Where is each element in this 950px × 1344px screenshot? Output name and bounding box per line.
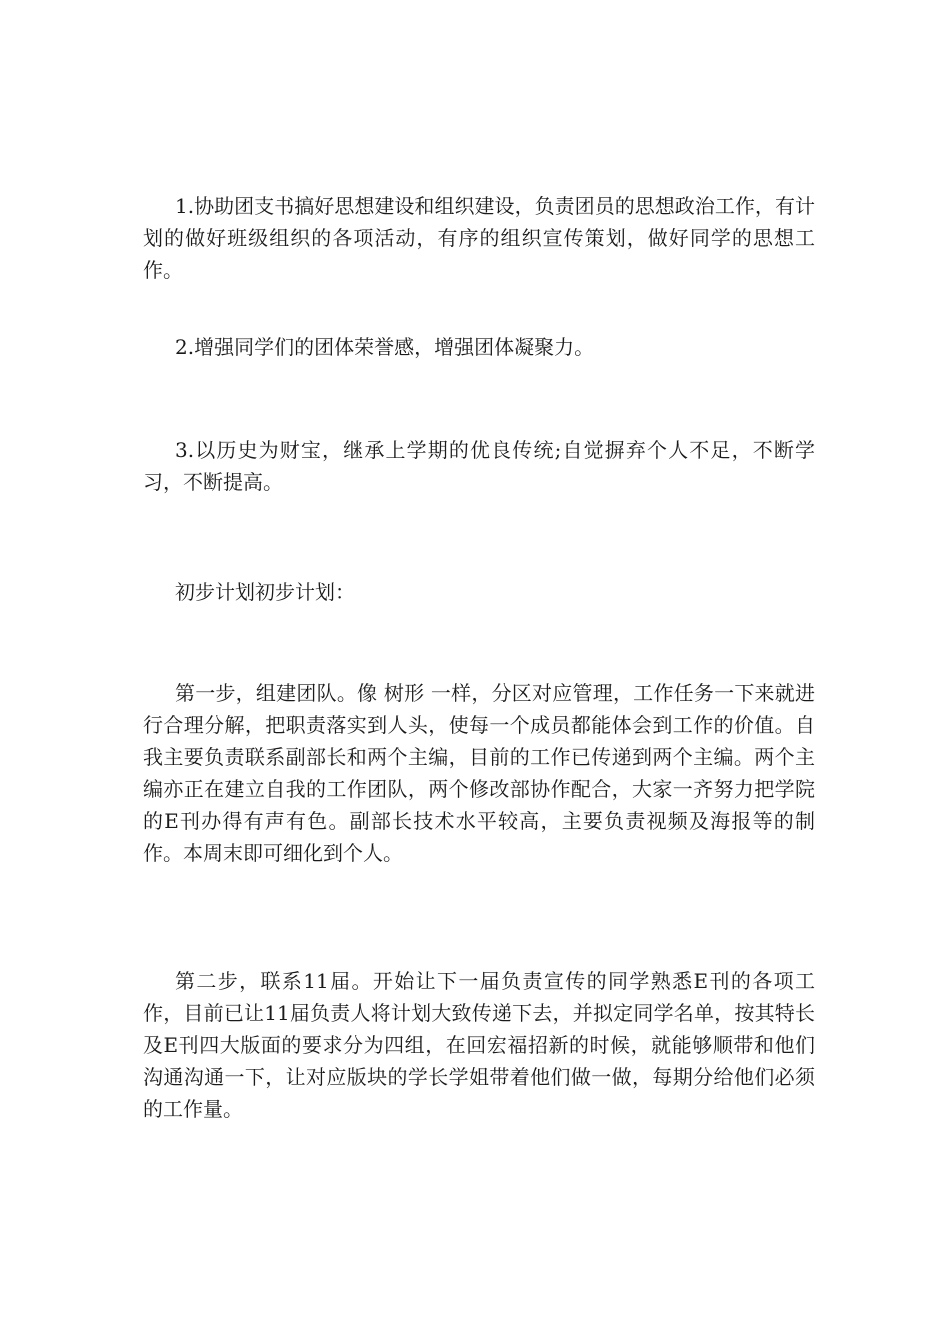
section-heading-plan: 初步计划初步计划：: [175, 580, 355, 604]
paragraph-duty-1: 1.协助团支书搞好思想建设和组织建设，负责团员的思想政治工作，有计划的做好班级组织的各项活动，有序的组织宣传策划，做好同学的思想工作。: [143, 194, 815, 282]
paragraph-duty-3: 3.以历史为财宝，继承上学期的优良传统;自觉摒弃个人不足，不断学习，不断提高。: [143, 438, 815, 494]
paragraph-step-2: 第二步，联系11届。开始让下一届负责宣传的同学熟悉E刊的各项工作，目前已让11届负责人将计划大致传递下去，并拟定同学名单，按其特长及E刊四大版面的要求分为四组，在回宏福招新的时候，就能够顺带和他们沟通沟通一下，让对应版块的学长学姐带着他们做一做，每期分给他们必须的工作量。: [143, 969, 815, 1121]
paragraph-duty-2: 2.增强同学们的团体荣誉感，增强团体凝聚力。: [175, 335, 595, 359]
paragraph-step-1: 第一步，组建团队。像 树形 一样，分区对应管理，工作任务一下来就进行合理分解，把职责落实到人头，使每一个成员都能体会到工作的价值。自我主要负责联系副部长和两个主编，目前的工作已传递到两个主编。两个主编亦正在建立自我的工作团队，两个修改部协作配合，大家一齐努力把学院的E刊办得有声有色。副部长技术水平较高，主要负责视频及海报等的制作。本周末即可细化到个人。: [143, 681, 815, 865]
